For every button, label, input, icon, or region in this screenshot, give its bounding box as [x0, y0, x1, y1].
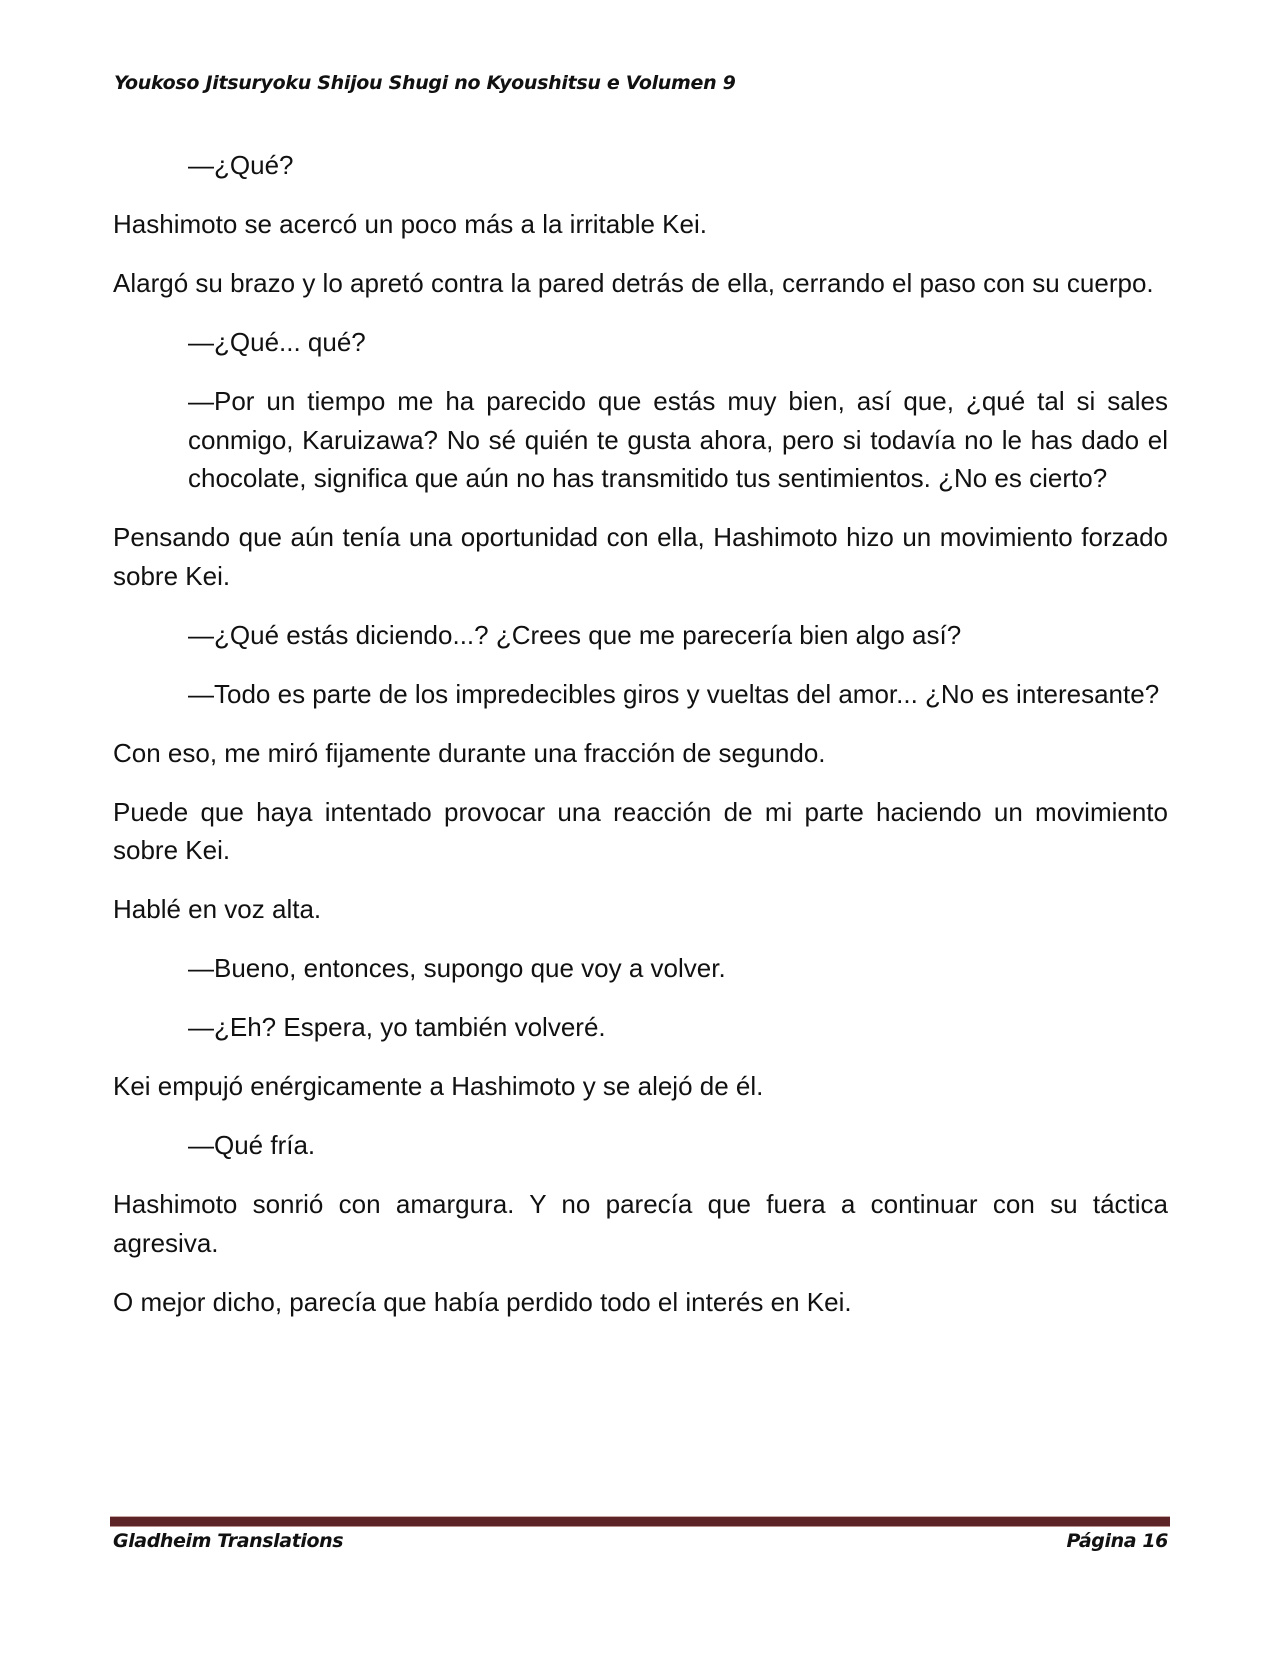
narration-paragraph: Pensando que aún tenía una oportunidad con ella, Hashimoto hizo un movimiento forzado sobre Kei.: [113, 522, 1168, 591]
narration-paragraph: Hashimoto sonrió con amargura. Y no parecía que fuera a continuar con su táctica agresiva.: [113, 1189, 1168, 1258]
page-number: Página 16: [1066, 1530, 1168, 1552]
narration-paragraph: Con eso, me miró fijamente durante una fracción de segundo.: [113, 737, 826, 768]
dialogue-line: —Qué fría.: [188, 1130, 316, 1160]
narration-paragraph: Hashimoto se acercó un poco más a la irritable Kei.: [113, 209, 707, 239]
body-text: [113, 146, 1168, 1342]
narration-paragraph: Puede que haya intentado provocar una reacción de mi parte haciendo un movimiento sobre Kei.: [113, 796, 1168, 865]
running-header: Youkoso Jitsuryoku Shijou Shugi no Kyoushitsu e Volumen 9: [114, 72, 736, 94]
footer-rule: [110, 1516, 1170, 1527]
narration-paragraph: Alargó su brazo y lo apretó contra la pared detrás de ella, cerrando el paso con su cuerpo.: [113, 268, 1154, 298]
dialogue-line: —¿Qué... qué?: [188, 327, 366, 357]
narration-paragraph: Kei empujó enérgicamente a Hashimoto y se alejó de él.: [113, 1071, 764, 1101]
dialogue-line: —Bueno, entonces, supongo que voy a volver.: [188, 953, 726, 983]
narration-paragraph: Hablé en voz alta.: [113, 894, 322, 924]
dialogue-line: —Todo es parte de los impredecibles giros y vueltas del amor... ¿No es interesante?: [188, 678, 1160, 709]
narration-paragraph: O mejor dicho, parecía que había perdido todo el interés en Kei.: [113, 1286, 852, 1317]
dialogue-line: —¿Qué estás diciendo...? ¿Crees que me parecería bien algo así?: [188, 619, 962, 650]
footer-publisher: Gladheim Translations: [113, 1530, 344, 1552]
dialogue-line: —Por un tiempo me ha parecido que estás muy bien, así que, ¿qué tal si sales conmigo, Karuizawa? No sé quién te gusta ahora, pero si todavía no le has dado el chocolate, significa que aún no has transmitido tus sentimientos. ¿No es cierto?: [188, 386, 1168, 493]
dialogue-line: —¿Qué?: [188, 150, 294, 180]
dialogue-line: —¿Eh? Espera, yo también volveré.: [188, 1012, 606, 1042]
